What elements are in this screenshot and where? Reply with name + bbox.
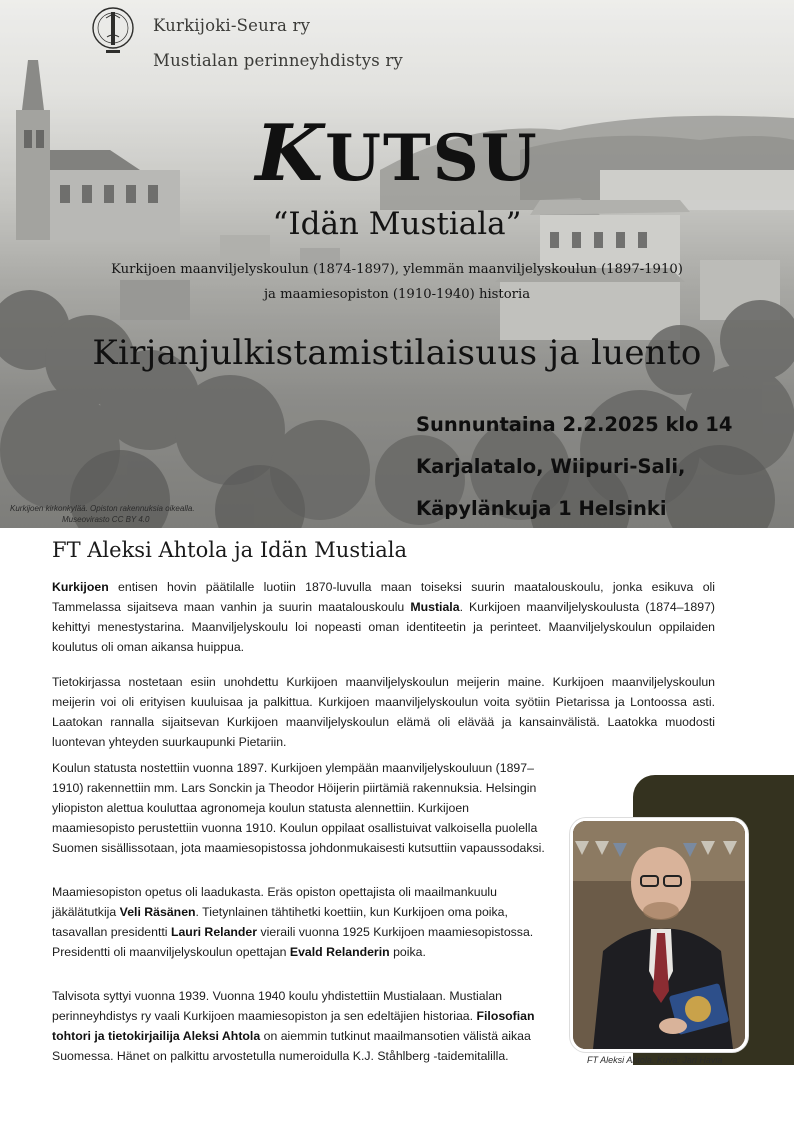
paragraph-1 <box>52 577 715 657</box>
event-type: Kirjanjulkistamistilaisuus ja luento <box>92 333 702 373</box>
bold-veli-rasanen: Veli Räsänen <box>119 905 196 919</box>
text-span: on aiemmin tutkinut maailmansotien välistä aikaa Suomessa. Hänet on palkittu arvostetulla numeroidulla K.J. Ståhlberg -taidemitalilla. <box>52 1029 531 1063</box>
invitation-title <box>0 108 794 199</box>
portrait-image <box>573 821 745 1049</box>
book-title: “Idän Mustiala” <box>272 206 522 242</box>
event-address: Käpylänkuja 1 Helsinki <box>416 497 667 520</box>
event-info <box>416 404 732 528</box>
text-span: entisen hovin päätilalle luotiin 1870-luvulla maan toiseksi suurin maatalouskoulu, jonka esikuva oli Tammelassa sijaitseva maan vanhin ja suurin maatalouskoulu <box>52 580 715 614</box>
bold-mustiala: Mustiala <box>410 600 460 614</box>
text-span: vieraili vuonna 1925 Kurkijoen maamiesopistossa. Presidentti oli maanviljelyskoulun opettajan <box>52 925 534 959</box>
photo-credit-line2: Museovirasto CC BY 4.0 <box>62 515 150 524</box>
event-venue: Karjalatalo, Wiipuri-Sali, <box>416 455 686 478</box>
bold-lauri-relander: Lauri Relander <box>170 925 258 939</box>
text-span: Talvisota syttyi vuonna 1939. Vuonna 1940 koulu yhdistettiin Mustialaan. Mustialan perinneyhdistys ry vaali Kurkijoen maamiesopiston ja sen edeltäjien historiaa. <box>52 989 503 1023</box>
text-span: . Kurkijoen maanviljelyskoulusta (1874–1897) kehittyi menestystarina. Maanviljelyskoulu loi nopeasti oman identiteetin ja perinteet. Maanviljelyskoulun oppilaiden koulutus oli oman aikansa huippua. <box>52 600 715 654</box>
photo-credit <box>10 503 210 525</box>
bold-aleksi-ahtola: Filosofian tohtori ja tietokirjailija Aleksi Ahtola <box>52 1009 535 1043</box>
portrait-caption: FT Aleksi Ahtola. Kuva: Jari Havia <box>587 1055 723 1065</box>
organization-name-2: Mustialan perinneyhdistys ry <box>153 51 403 70</box>
paragraph-3: Koulun statusta nostettiin vuonna 1897. Kurkijoen ylempään maanviljelyskouluun (1897–1910) rakennettiin mm. Lars Sonckin ja Theodor Höijerin piirtämiä rakennuksia. Helsingin yliopiston alettua kouluttaa agronomeja koulun statusta alennettiin. Kurkijoen maamiesopisto perustettiin vuonna 1910. Koulun oppilaat osallistuivat valkoisella puolella Suomen sisällissotaan, jota maamiesopistossa johdonmukaisesti kutsuttiin vapaussodaksi. <box>52 761 545 855</box>
article-heading: FT Aleksi Ahtola ja Idän Mustiala <box>52 538 408 562</box>
paragraph-2: Tietokirjassa nostetaan esiin unohdettu Kurkijoen maanviljelyskoulun meijerin maine. Kurkijoen maanviljelyskoulun meijerin voi oli erityisen kuuluisaa ja palkittua. Kurkijoen maanviljelyskoulun voita syötiin Pietarissa ja Lontoossa asti. Laatokan rannalla sijaitsevan Kurkijoen maanviljelyskoulun elämä oli elävää ja kansainvälistä. Laatokka muodosti luontevan yhteyden suurkaupunki Pietariin. <box>52 675 715 749</box>
portrait-photo <box>570 818 748 1052</box>
text-span: poika. <box>389 945 426 959</box>
event-datetime: Sunnuntaina 2.2.2025 klo 14 <box>416 413 733 436</box>
kurkijoki-seura-seal-icon <box>88 4 138 58</box>
text-span: Maamiesopiston opetus oli laadukasta. Eräs opiston opettajista oli maailmankuulu jäkälätutkija <box>52 885 497 919</box>
paragraph-5 <box>52 986 547 1066</box>
hero-photo-band <box>0 0 794 528</box>
text-span: . Tietynlainen tähtihetki koettiin, kun Kurkijoen oma poika, tasavallan presidentti <box>52 905 508 939</box>
photo-credit-line1: Kurkijoen kirkonkylää. Opiston rakennuksia oikealla. <box>10 504 195 513</box>
book-description: Kurkijoen maanviljelyskoulun (1874-1897), ylemmän maanviljelyskoulun (1897-1910) ja maamiesopiston (1910-1940) historia <box>111 262 683 302</box>
invitation-title-initial: K <box>255 108 326 199</box>
bold-evald-relanderin: Evald Relanderin <box>289 945 390 959</box>
invitation-title-rest: UTSU <box>325 121 539 196</box>
bold-kurkijoen: Kurkijoen <box>52 580 109 594</box>
organization-name-1: Kurkijoki-Seura ry <box>153 16 311 35</box>
paragraph-4 <box>52 882 547 962</box>
